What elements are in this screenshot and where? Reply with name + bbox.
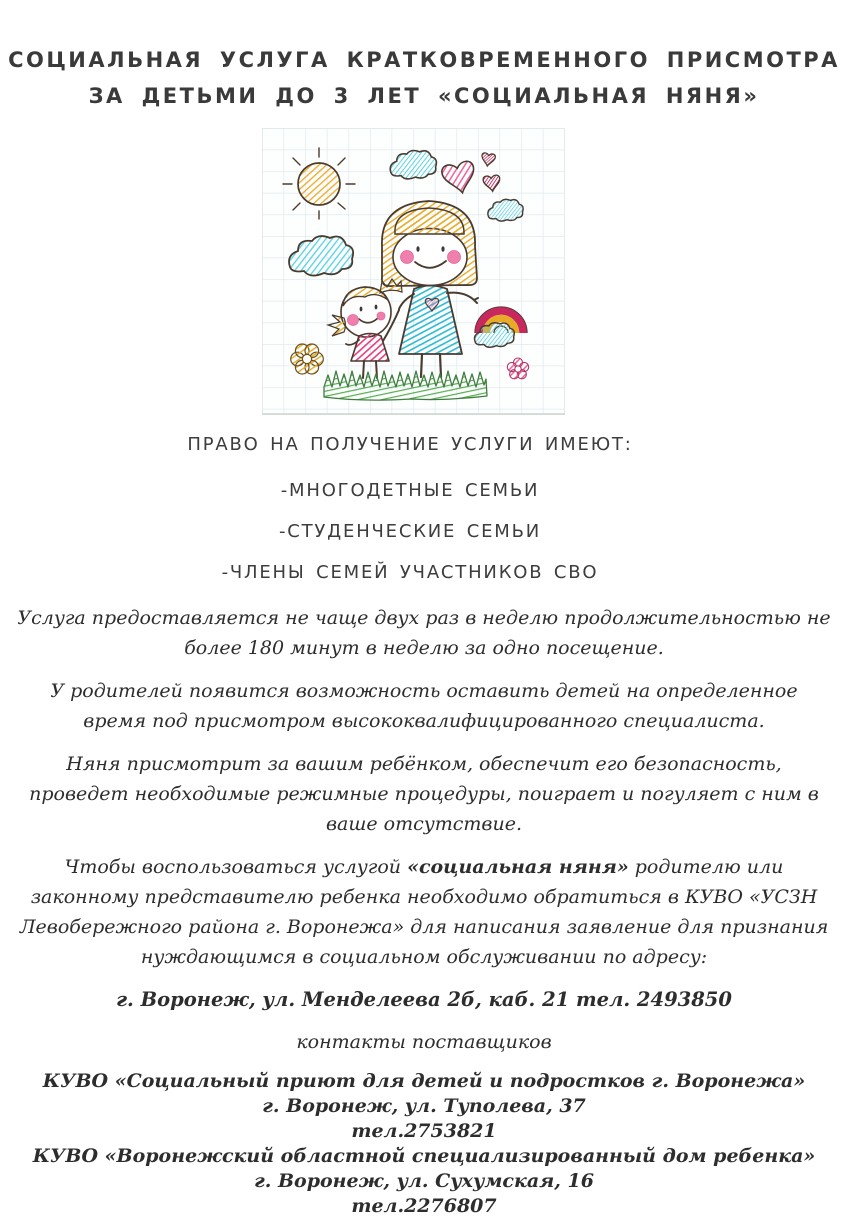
paragraph-nanny-duties: Няня присмотрит за вашим ребёнком, обеспечит его безопасность, проведет необходимые режимные процедуры, поиграет и погуляет с ним в ваше отсутствие. xyxy=(29,753,819,835)
providers-list xyxy=(0,1069,848,1219)
illustration-container xyxy=(0,128,837,415)
providers-contacts-label: контакты поставщиков xyxy=(296,1031,552,1053)
how-to-suffix: родителю или законному представителю ребенка необходимо обратиться в КУВО «УСЗН Левобережного района г. Воронежа» для написания заявление для признания нуждающимся в социальном обслуживании по адресу: xyxy=(19,856,829,968)
eligibility-item-student-families: -СТУДЕНЧЕСКИЕ СЕМЬИ xyxy=(278,521,542,542)
provider-1-phone: тел.2753821 xyxy=(351,1120,497,1142)
eligibility-heading: ПРАВО НА ПОЛУЧЕНИЕ УСЛУГИ ИМЕЮТ: xyxy=(187,434,633,455)
mother-and-child-illustration xyxy=(262,128,565,415)
how-to-prefix: Чтобы воспользоваться услугой xyxy=(64,856,408,878)
eligibility-item-large-families: -МНОГОДЕТНЫЕ СЕМЬИ xyxy=(280,480,540,501)
paragraph-opportunity: У родителей появится возможность оставить детей на определенное время под присмотром высококвалифицированного специалиста. xyxy=(50,680,798,732)
provider-1-address: г. Воронеж, ул. Туполева, 37 xyxy=(262,1095,586,1117)
title-line-2: ЗА ДЕТЬМИ ДО 3 ЛЕТ «СОЦИАЛЬНАЯ НЯНЯ» xyxy=(88,84,760,108)
provider-2-phone: тел.2276807 xyxy=(351,1195,497,1217)
eligibility-item-svo-families: -ЧЛЕНЫ СЕМЕЙ УЧАСТНИКОВ СВО xyxy=(221,562,599,583)
provider-1-name: КУВО «Социальный приют для детей и подростков г. Воронежа» xyxy=(42,1070,806,1092)
title-line-1: СОЦИАЛЬНАЯ УСЛУГА КРАТКОВРЕМЕННОГО ПРИСМОТРА xyxy=(8,48,840,72)
how-to-service-name: «социальная няня» xyxy=(407,856,629,878)
provider-2-address: г. Воронеж, ул. Сухумская, 16 xyxy=(254,1170,594,1192)
provider-2-name: КУВО «Воронежский областной специализированный дом ребенка» xyxy=(32,1145,816,1167)
paragraph-how-to-apply xyxy=(16,852,832,972)
eligibility-section xyxy=(0,434,834,584)
flower-yellow-drawing xyxy=(290,344,323,374)
application-address: г. Воронеж, ул. Менделеева 2б, каб. 21 тел. 2493850 xyxy=(116,988,732,1011)
page-title xyxy=(0,0,848,114)
service-description xyxy=(0,603,848,972)
paragraph-frequency: Услуга предоставляется не чаще двух раз в неделю продолжительностью не более 180 минут в неделю за одно посещение. xyxy=(17,607,831,659)
